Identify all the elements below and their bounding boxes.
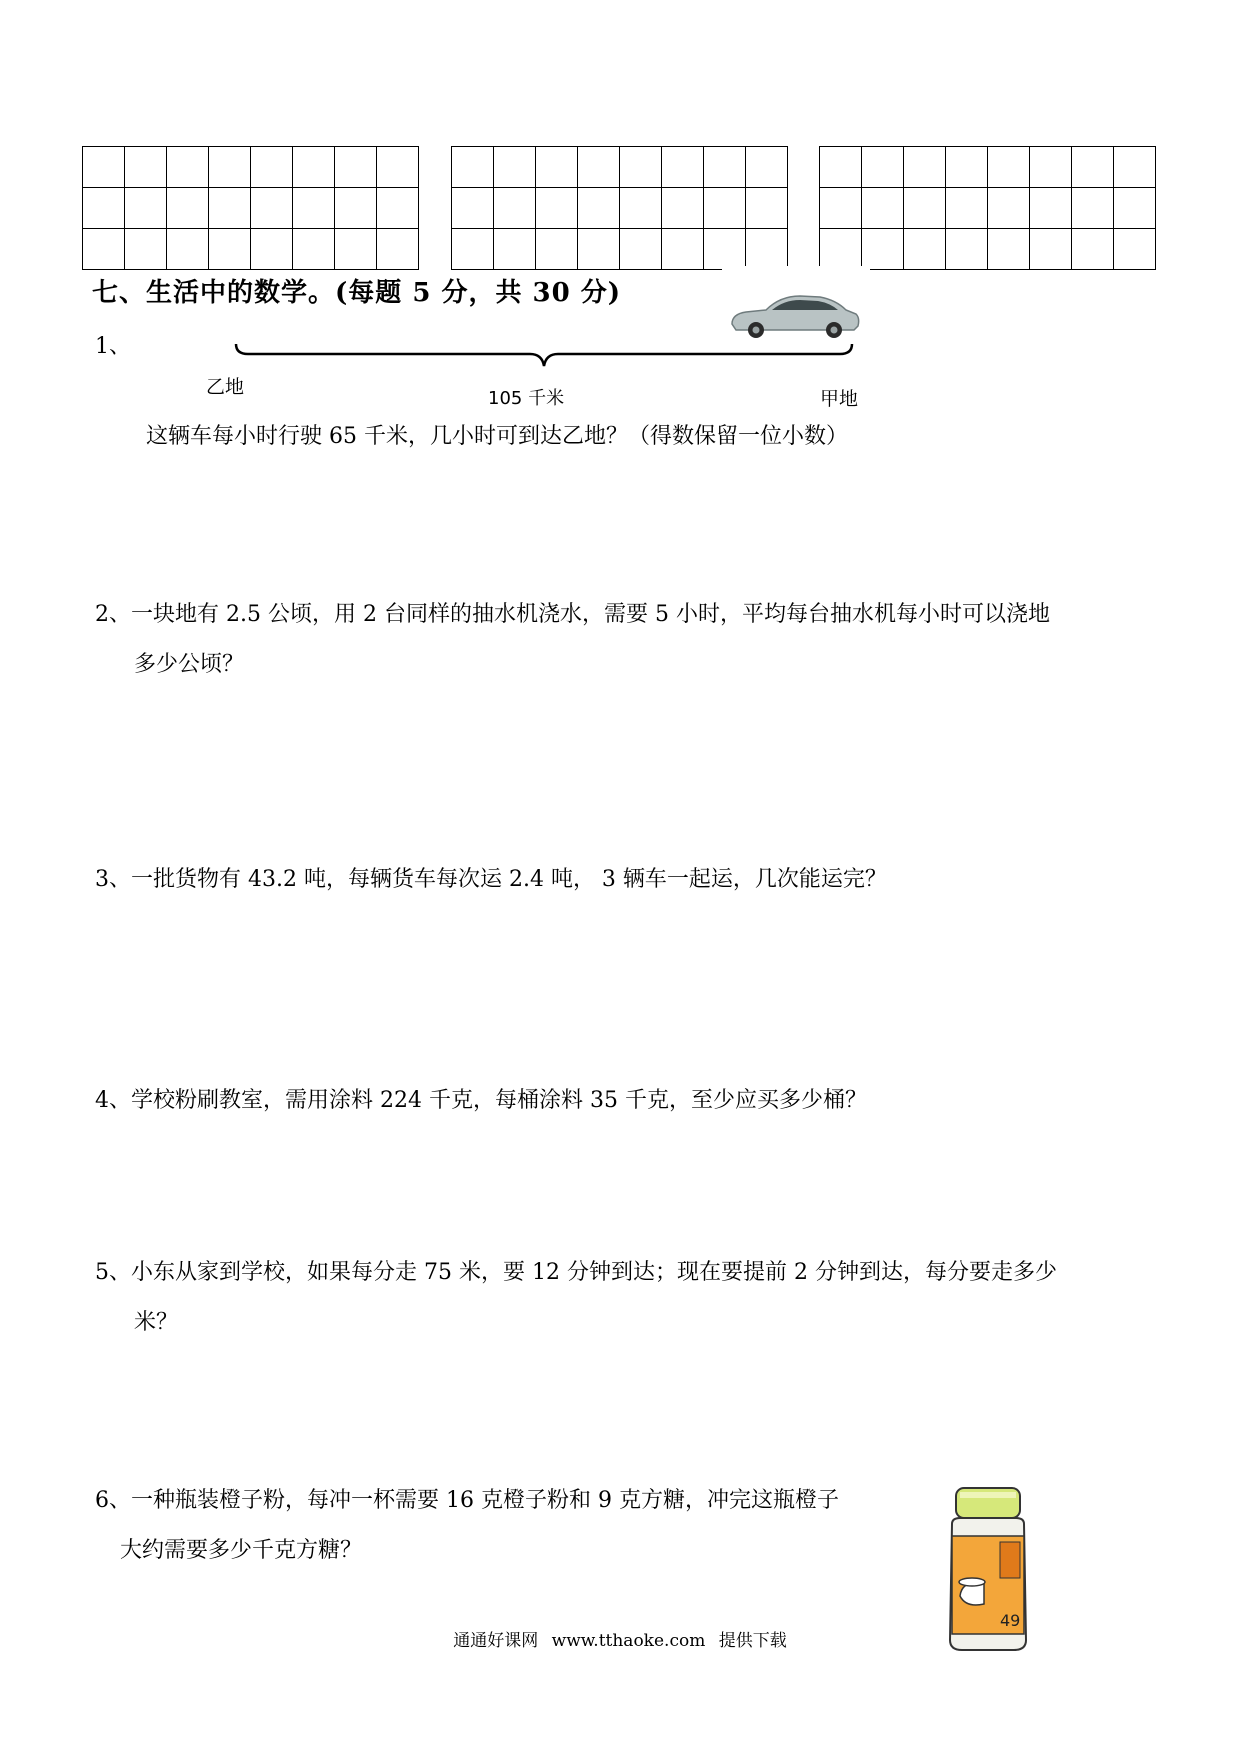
- q6-line2: 大约需要多少千克方糖？: [120, 1538, 363, 1563]
- q6-line1: 6、一种瓶装橙子粉，每冲一杯需要 16 克橙子粉和 9 克方糖，冲完这瓶橙子: [95, 1488, 839, 1513]
- jar-label-text: 49: [1000, 1611, 1021, 1630]
- car-illustration: [728, 288, 862, 340]
- place-jia: 甲地: [820, 388, 859, 410]
- grid-gap: [722, 266, 870, 272]
- q1-number: 1、: [95, 334, 131, 359]
- footer-url[interactable]: www.tthaoke.com: [551, 1631, 706, 1651]
- answer-grid-3: [819, 146, 1156, 270]
- q2-line1: 2、一块地有 2.5 公顷，用 2 台同样的抽水机浇水，需要 5 小时，平均每台抽水机每小时可以浇地: [95, 602, 1050, 627]
- distance-label: 105 千米: [488, 388, 565, 409]
- footer-site-name: 通通好课网: [453, 1631, 539, 1651]
- footer: [0, 1626, 1240, 1651]
- q5-line2: 米？: [134, 1310, 179, 1335]
- answer-grid-2: [451, 146, 788, 270]
- section-title: 七、生活中的数学。(每题 5 分，共 30 分): [92, 278, 622, 308]
- q5-line1: 5、小东从家到学校，如果每分走 75 米，要 12 分钟到达；现在要提前 2 分钟到达，每分要走多少: [95, 1260, 1057, 1285]
- place-yi: 乙地: [206, 376, 245, 398]
- q3-line1: 3、一批货物有 43.2 吨，每辆货车每次运 2.4 吨， 3 辆车一起运，几次能运完？: [95, 867, 887, 892]
- footer-suffix: 提供下载: [718, 1631, 787, 1651]
- q2-line2: 多少公顷？: [134, 652, 245, 677]
- q1-question: 这辆车每小时行驶 65 千米，几小时可到达乙地？（得数保留一位小数）: [146, 424, 848, 449]
- q4-line1: 4、学校粉刷教室，需用涂料 224 千克，每桶涂料 35 千克，至少应买多少桶？: [95, 1088, 867, 1113]
- distance-brace: [230, 340, 858, 376]
- answer-grid-1: [82, 146, 419, 270]
